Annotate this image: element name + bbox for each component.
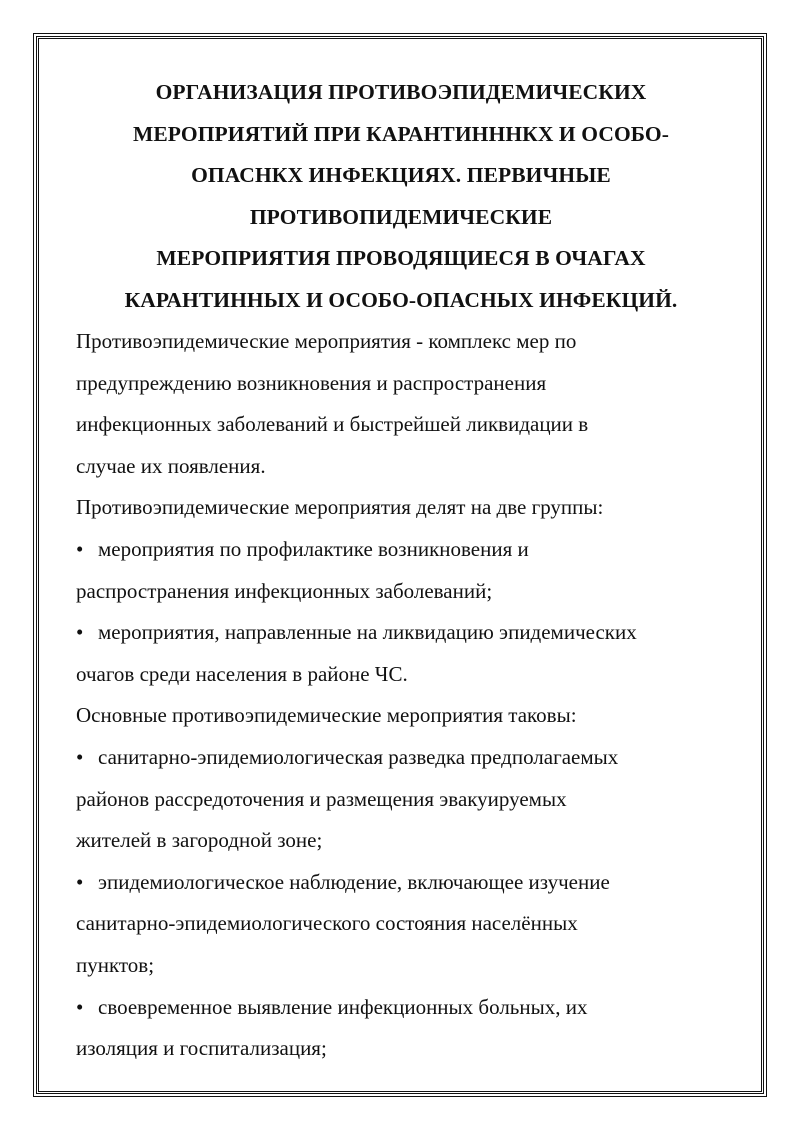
list-item-text: своевременное выявление инфекционных больных, их bbox=[98, 994, 588, 1019]
title-line: МЕРОПРИЯТИЙ ПРИ КАРАНТИНННКХ И ОСОБО- bbox=[132, 121, 670, 146]
text-line bbox=[76, 737, 726, 779]
title-line: КАРАНТИННЫХ И ОСОБО-ОПАСНЫХ ИНФЕКЦИЙ. bbox=[124, 287, 678, 312]
text-line bbox=[76, 529, 726, 571]
list-item-text: санитарно-эпидемиологическая разведка предполагаемых bbox=[98, 744, 619, 769]
bullet-icon: • bbox=[76, 869, 84, 894]
text-line: изоляция и госпитализация; bbox=[76, 1036, 327, 1061]
measures-intro-paragraph bbox=[76, 695, 726, 737]
text-line: Противоэпидемические мероприятия - комплекс мер по bbox=[76, 329, 577, 353]
bullet-icon: • bbox=[76, 620, 84, 645]
text-line: Основные противоэпидемические мероприятия таковы: bbox=[76, 703, 577, 728]
list-item bbox=[76, 987, 726, 1070]
list-item-text: мероприятия по профилактике возникновения и bbox=[98, 536, 529, 561]
text-line: санитарно-эпидемиологического состояния населённых bbox=[76, 911, 578, 936]
title-line: ОПАСНКХ ИНФЕКЦИЯХ. ПЕРВИЧНЫЕ bbox=[191, 163, 611, 187]
document-title bbox=[76, 72, 726, 321]
groups-list bbox=[76, 529, 726, 695]
definition-paragraph bbox=[76, 321, 726, 487]
bullet-icon: • bbox=[76, 994, 84, 1019]
list-item-text: мероприятия, направленные на ликвидацию эпидемических bbox=[98, 620, 637, 645]
text-line: жителей в загородной зоне; bbox=[76, 828, 323, 853]
bullet-icon: • bbox=[76, 744, 84, 769]
text-line: Противоэпидемические мероприятия делят на две группы: bbox=[76, 495, 604, 520]
text-line bbox=[76, 862, 726, 904]
text-line: очагов среди населения в районе ЧС. bbox=[76, 661, 408, 686]
list-item bbox=[76, 862, 726, 987]
list-item bbox=[76, 529, 726, 612]
groups-intro-paragraph bbox=[76, 487, 726, 529]
list-item-text: эпидемиологическое наблюдение, включающее изучение bbox=[98, 869, 610, 894]
list-item bbox=[76, 612, 726, 695]
text-line: распространения инфекционных заболеваний; bbox=[76, 578, 493, 603]
title-line: МЕРОПРИЯТИЯ ПРОВОДЯЩИЕСЯ В ОЧАГАХ bbox=[156, 246, 646, 270]
text-line: районов рассредоточения и размещения эвакуируемых bbox=[76, 786, 567, 811]
title-line: ПРОТИВОПИДЕМИЧЕСКИЕ bbox=[249, 204, 553, 229]
text-line: пунктов; bbox=[76, 952, 155, 977]
text-line: инфекционных заболеваний и быстрейшей ликвидации в bbox=[76, 412, 589, 437]
text-line bbox=[76, 987, 726, 1029]
measures-list bbox=[76, 737, 726, 1070]
document-content bbox=[76, 72, 726, 1070]
list-item bbox=[76, 737, 726, 862]
text-line: предупреждению возникновения и распространения bbox=[76, 370, 547, 395]
text-line bbox=[76, 612, 726, 654]
text-line: случае их появления. bbox=[76, 453, 266, 478]
title-line: ОРГАНИЗАЦИЯ ПРОТИВОЭПИДЕМИЧЕСКИХ bbox=[155, 80, 647, 104]
bullet-icon: • bbox=[76, 536, 84, 561]
